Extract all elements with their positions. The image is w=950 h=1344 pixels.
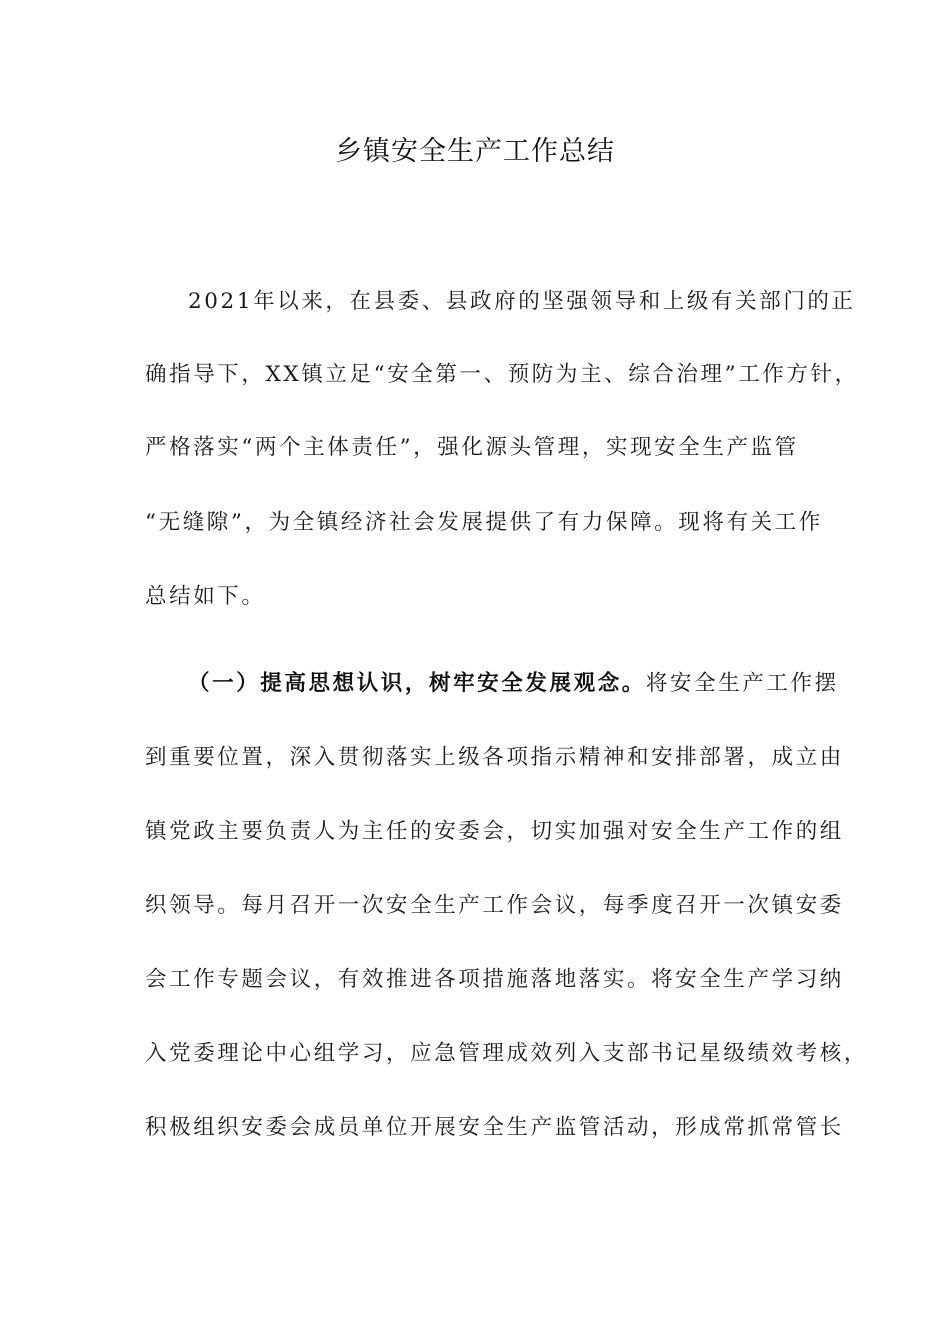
document-title: 乡镇安全生产工作总结 — [335, 136, 615, 167]
paragraph-2-line-1 — [188, 664, 858, 704]
paragraph-2-line-1-text: 将安全生产工作摆 — [645, 671, 839, 696]
paragraph-1-line-3: 严格落实“两个主体责任”，强化源头管理，实现安全生产监管 — [145, 435, 799, 460]
paragraph-1-line-1: 2021年以来，在县委、县政府的坚强领导和上级有关部门的正 — [188, 289, 856, 314]
section-heading: （一）提高思想认识，树牢安全发展观念。 — [188, 671, 646, 696]
paragraph-1-line-2: 确指导下，XX镇立足“安全第一、预防为主、综合治理”工作方针， — [145, 362, 859, 387]
paragraph-2-line-3: 镇党政主要负责人为主任的安委会，切实加强对安全生产工作的组 — [145, 819, 844, 844]
paragraph-1-line-5: 总结如下。 — [145, 584, 266, 609]
paragraph-2-line-7: 积极组织安委会成员单位开展安全生产监管活动，形成常抓常管长 — [145, 1115, 844, 1140]
paragraph-2-line-5: 会工作专题会议，有效推进各项措施落地落实。将安全生产学习纳 — [145, 967, 844, 992]
paragraph-1-line-4: “无缝隙”，为全镇经济社会发展提供了有力保障。现将有关工作 — [145, 510, 823, 535]
paragraph-2-line-4: 织领导。每月召开一次安全生产工作会议，每季度召开一次镇安委 — [145, 893, 844, 918]
paragraph-2-line-2: 到重要位置，深入贯彻落实上级各项指示精神和安排部署，成立由 — [145, 745, 844, 770]
paragraph-2-line-6: 入党委理论中心组学习，应急管理成效列入支部书记星级绩效考核， — [145, 1041, 869, 1066]
